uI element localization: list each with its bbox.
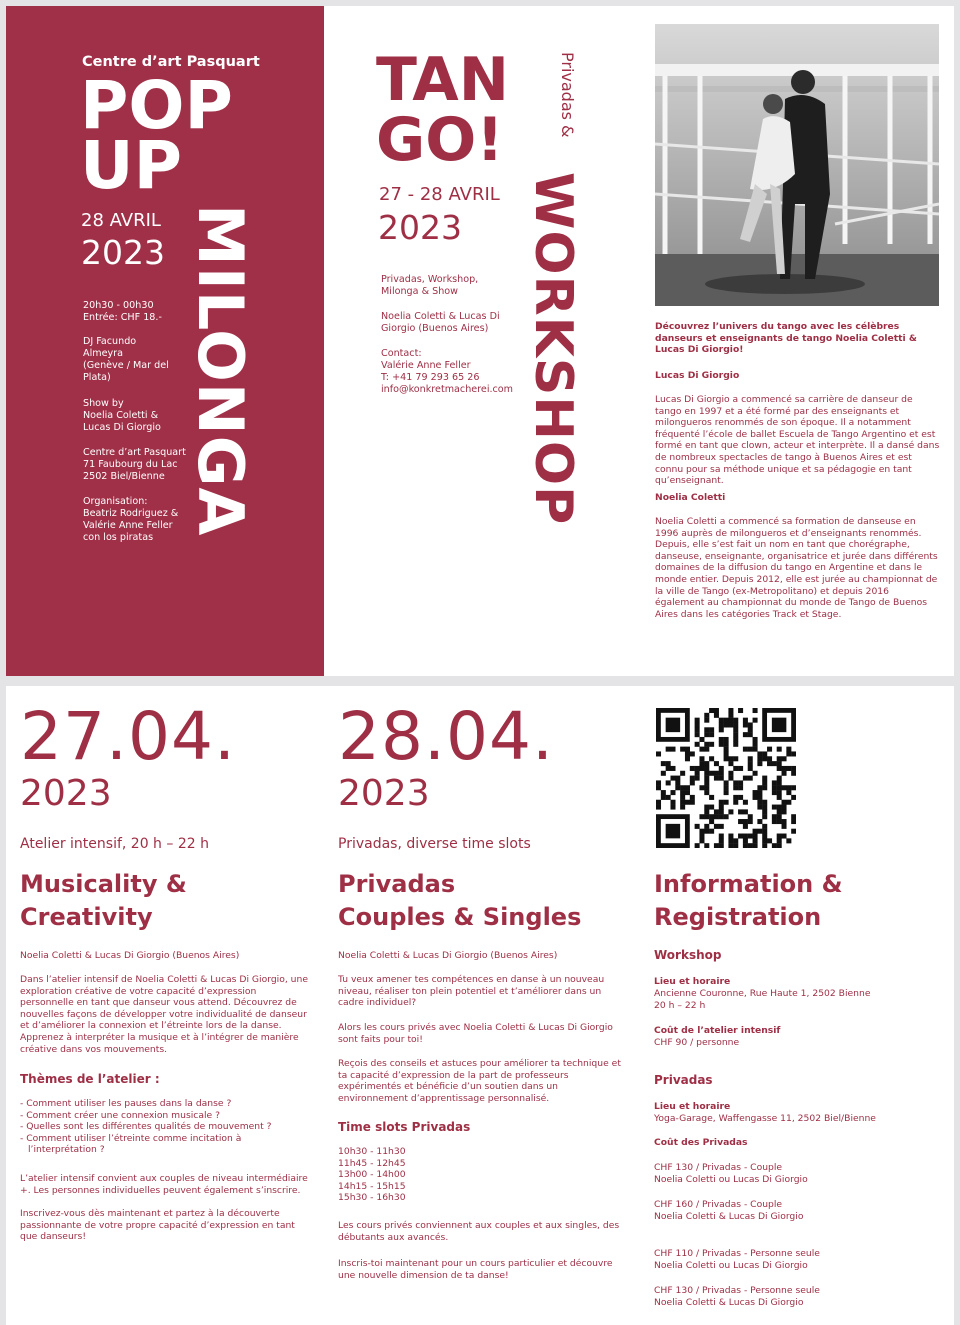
- milonga-show: Show by Noelia Coletti & Lucas Di Giorgio: [83, 398, 161, 433]
- info-privadas-heading: Privadas: [654, 1073, 713, 1087]
- tango-title-line1: TAN: [376, 45, 509, 115]
- noelia-name: Noelia Coletti: [655, 492, 726, 503]
- theme-item: - Comment créer une connexion musicale ?: [20, 1109, 220, 1121]
- tango-vertical-title: WORKSHOP: [523, 172, 583, 526]
- tango-couple-photo: [655, 24, 939, 306]
- theme-item: - Comment utiliser l’étreinte comme incitation à: [20, 1132, 242, 1144]
- milonga-time: 20h30 - 00h30: [83, 300, 154, 311]
- bios-intro: Découvrez l’univers du tango avec les célèbres danseurs et enseignants de tango Noelia Coletti & Lucas Di Giorgio!: [655, 321, 917, 356]
- info-ws-cost: CHF 90 / personne: [654, 1037, 740, 1048]
- price-item: CHF 160 / Privadas - Couple Noelia Coletti & Lucas Di Giorgio: [654, 1199, 804, 1222]
- time-slot: 14h15 - 15h15: [338, 1180, 406, 1192]
- price-item: CHF 130 / Privadas - Personne seule Noelia Coletti & Lucas Di Giorgio: [654, 1285, 820, 1308]
- info-ws-place-label: Lieu et horaire: [654, 976, 731, 987]
- price-item: CHF 130 / Privadas - Couple Noelia Coletti ou Lucas Di Giorgio: [654, 1162, 808, 1185]
- info-workshop-heading: Workshop: [654, 948, 722, 962]
- workshop-title-line1: Musicality &: [20, 870, 187, 898]
- privadas-slots-list: [338, 1146, 406, 1204]
- milonga-entry: Entrée: CHF 18.-: [83, 312, 162, 323]
- privadas-text3: Reçois des conseils et astuces pour améliorer ta technique et ta capacité d’expression de la part de professeurs expérimentés et bénéficie d’un soutien dans un environnement d’apprentissage personnalisé.: [338, 1058, 621, 1104]
- theme-item: l’interprétation ?: [28, 1144, 105, 1156]
- info-pv-place-label: Lieu et horaire: [654, 1101, 731, 1112]
- price-item: CHF 110 / Privadas - Personne seule Noelia Coletti ou Lucas Di Giorgio: [654, 1248, 820, 1271]
- time-slot: 11h45 - 12h45: [338, 1157, 406, 1169]
- workshop-cta-text: Inscrivez-vous dès maintenant et partez à la découverte passionnante de votre propre capacité d’expression en tant que danseurs!: [20, 1208, 295, 1243]
- milonga-venue: Centre d’art Pasquart: [82, 54, 260, 70]
- tango-title-line2: GO!: [376, 105, 504, 175]
- privadas-text1: Tu veux amener tes compétences en danse à un nouveau niveau, réaliser ton plein potentiel et t’améliorer dans un cadre individuel?: [338, 974, 605, 1009]
- privadas-year: 2023: [338, 773, 430, 814]
- info-pv-place: Yoga-Garage, Waffengasse 11, 2502 Biel/Bienne: [654, 1113, 876, 1124]
- milonga-address: Centre d’art Pasquart 71 Faubourg du Lac 2502 Biel/Bienne: [83, 447, 186, 482]
- workshop-year: 2023: [20, 773, 112, 814]
- tango-year: 2023: [378, 208, 462, 247]
- milonga-year: 2023: [81, 233, 165, 272]
- tango-date: 27 - 28 AVRIL: [379, 184, 500, 205]
- workshop-themes-title: Thèmes de l’atelier :: [20, 1072, 160, 1086]
- privadas-date: 28.04.: [338, 698, 554, 775]
- workshop-date: 27.04.: [20, 698, 236, 775]
- tango-teachers: Noelia Coletti & Lucas Di Giorgio (Buenos Aires): [381, 311, 500, 334]
- privadas-slots-title: Time slots Privadas: [338, 1120, 471, 1134]
- info-title-line1: Information &: [654, 870, 843, 898]
- workshop-subtitle: Atelier intensif, 20 h – 22 h: [20, 836, 209, 852]
- tango-contact: Contact: Valérie Anne Feller T: +41 79 293 65 26 info@konkretmacherei.com: [381, 348, 514, 395]
- milonga-panel: [6, 6, 324, 676]
- info-ws-cost-label: Coût de l’atelier intensif: [654, 1025, 781, 1036]
- workshop-level-text: L’atelier intensif convient aux couples de niveau intermédiaire +. Les personnes individuelles peuvent également s’inscrire.: [20, 1173, 308, 1196]
- time-slot: 10h30 - 11h30: [338, 1146, 406, 1157]
- milonga-vertical-title: MILONGA: [184, 204, 257, 537]
- time-slot: 13h00 - 14h00: [338, 1169, 406, 1181]
- workshop-text: Dans l’atelier intensif de Noelia Coletti & Lucas Di Giorgio, une exploration créative de votre capacité d’expression personnelle en tant que danseur vous attend. Découvrez de nouvelles façons de développer votre individualité de danseur et d’améliorer la connexion et l’étreinte lors de la danse. Apprenez à interpréter la musique et à l’intégrer de manière créative dans vos mouvements.: [20, 974, 308, 1055]
- lucas-bio: Lucas Di Giorgio a commencé sa carrière de danseur de tango en 1997 et a été formé par des enseignants et milongueros renommés de son époque. Il a notamment fréquenté l’école de ballet Escuela de Tango Argentino et est formé en tant que clown, acteur et interprète. Il a dansé dans de nombreux spectacles de tango à Buenos Aires et est connu pour sa méthode unique et sa pédagogie en tant qu’enseignant.: [655, 394, 940, 487]
- milonga-title-line2: UP: [80, 127, 182, 204]
- info-pv-cost-label: Coût des Privadas: [654, 1137, 748, 1148]
- qr-code[interactable]: [656, 708, 796, 848]
- tango-vertical-subtitle: Privadas &: [558, 52, 577, 138]
- lucas-name: Lucas Di Giorgio: [655, 370, 740, 381]
- milonga-dj: DJ Facundo Almeyra (Genève / Mar del Plata): [83, 336, 169, 383]
- milonga-title-line1: POP: [80, 67, 233, 144]
- workshop-teachers: Noelia Coletti & Lucas Di Giorgio (Buenos Aires): [20, 950, 240, 961]
- theme-item: - Comment utiliser les pauses dans la danse ?: [20, 1098, 232, 1109]
- privadas-text5: Inscris-toi maintenant pour un cours particulier et découvre une nouvelle dimension de ta danse!: [338, 1258, 613, 1281]
- milonga-organisation: Organisation: Beatriz Rodriguez & Valérie Anne Feller con los piratas: [83, 496, 179, 543]
- info-ws-place: Ancienne Couronne, Rue Haute 1, 2502 Bienne: [654, 988, 871, 999]
- workshop-title-line2: Creativity: [20, 903, 153, 931]
- info-title-line2: Registration: [654, 903, 822, 931]
- privadas-teachers: Noelia Coletti & Lucas Di Giorgio (Buenos Aires): [338, 950, 558, 961]
- info-ws-time: 20 h – 22 h: [654, 1000, 706, 1011]
- privadas-title-line1: Privadas: [338, 870, 456, 898]
- privadas-text4: Les cours privés conviennent aux couples et aux singles, des débutants aux avancés.: [338, 1220, 620, 1243]
- privadas-subtitle: Privadas, diverse time slots: [338, 836, 531, 852]
- noelia-bio: Noelia Coletti a commencé sa formation de danseuse en 1996 auprès de milongueros et d’enseignants renommés. Depuis, elle s’est fait un nom en tant que chorégraphe, danseuse, enseignante, organisatrice et jurée dans différents domaines de la diffusion du tango en Argentine et dans le monde entier. Depuis 2012, elle est jurée au championnat de la ville de Tango (ex-Metropolitano) et depuis 2016 également au championnat du monde de Tango de Buenos Aires dans les catégories Track et Stage.: [655, 516, 938, 620]
- flyer-back: [6, 686, 954, 1325]
- workshop-themes-list: [20, 1098, 310, 1156]
- privadas-title-line2: Couples & Singles: [338, 903, 582, 931]
- milonga-date: 28 AVRIL: [81, 210, 161, 231]
- tango-program: Privadas, Workshop, Milonga & Show: [381, 274, 479, 297]
- time-slot: 15h30 - 16h30: [338, 1192, 406, 1204]
- privadas-text2: Alors les cours privés avec Noelia Coletti & Lucas Di Giorgio sont faits pour toi!: [338, 1022, 613, 1045]
- flyer-front: [6, 6, 954, 676]
- theme-item: - Quelles sont les différentes qualités de mouvement ?: [20, 1121, 272, 1133]
